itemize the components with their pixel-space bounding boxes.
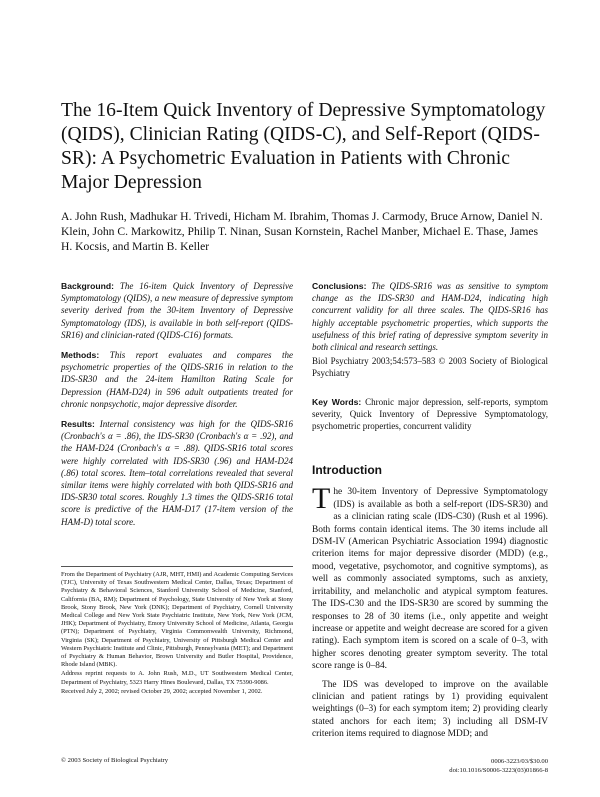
intro-para-1-text: he 30-item Inventory of Depressive Symptomatology (IDS) is available as both a self-report (IDS-SR30) and as a clinician rating scale (IDS-C30) (Rush et al 1996). Both forms contain identical items. The 30 items include all DSM-IV (American Psychiatric Association 1994) diagnostic criterion items for major depressive disorder (MDD) (e.g., mood, vegetative, psychomotor, and cognitive symptoms), as well as commonly associated symptoms, such as anxiety, irritability, and melancholic and atypical symptom features. The IDS-C30 and the IDS-SR30 are scored by summing the responses to 28 of 30 items (i.e., only appetite and weight increase or appetite and weight decrease are scored for a given rating). Each symptom item is scored on a scale of 0–3, with higher scores denoting greater symptom severity. The total score range is 0–84. [312,487,548,672]
intro-paragraph-2: The IDS was developed to improve on the available clinician and patient ratings by 1) providing equivalent weightings (0–3) for each symptom item; 2) providing clearly stated anchors for each item; 3) including all DSM-IV criterion items required to diagnose MDD; and [312,679,548,740]
footer-identifiers [449,757,548,775]
abstract-left-column [61,280,293,536]
drop-cap: T [312,482,331,516]
methods-label: Methods: [61,350,100,361]
footer-copyright: © 2003 Society of Biological Psychiatry [61,757,169,764]
abstract-background [61,280,293,341]
abstract-conclusions [312,280,548,353]
keywords-label: Key Words: [312,396,362,407]
abstract-right-column [312,280,548,741]
keywords [312,396,548,433]
citation: Biol Psychiatry 2003;54:573–583 © 2003 Society of Biological Psychiatry [312,356,548,379]
results-text: Internal consistency was high for the QIDS-SR16 (Cronbach's α = .86), the IDS-SR30 (Cronbach's α = .92), and the HAM-D24 (Cronbach's α = .88). QIDS-SR16 total scores were highly correlated with IDS-SR30 (.96) and HAM-D24 (.86) total scores. Item–total correlations revealed that several similar items were highly correlated with both QIDS-SR16 and IDS-SR30 total scores. Roughly 1.3 times the QIDS-SR16 total score is predictive of the HAM-D17 (17-item version of the HAM-D) total score. [61,419,294,527]
results-label: Results: [61,419,95,430]
footnote-affiliations: From the Department of Psychiatry (AJR, MHT, HMI) and Academic Computing Services (TJC), University of Texas Southwestern Medical Center, Dallas, Texas; Department of Psychiatry & Behavioral Sciences, Stanford University School of Medicine, Stanford, California (BA, RM); Department of Psychology, State University of New York at Stony Brook, Stony Brook, New York (DNK); Department of Psychiatry, Cornell University Medical College and New York State Psychiatric Institute, New York, New York (JCM, JHK); Department of Psychiatry, Emory University School of Medicine, Atlanta, Georgia (PTN); Department of Psychiatry, Virginia Commonwealth University, Richmond, Virginia (SK); Department of Psychiatry, University of Pittsburgh Medical Center and Western Psychiatric Institute and Clinic, Pittsburgh, Pennsylvania (MET); and Department of Psychiatry & Human Behavior, Brown University and Butler Hospital, Providence, Rhode Island (MBK). [61,571,293,669]
abstract-results [61,418,293,528]
methods-text: This report evaluates and compares the psychometric properties of the QIDS-SR16 in relation to the IDS-SR30 and the 24-item Hamilton Rating Scale for Depression (HAM-D24) in 596 adult outpatients treated for chronic nonpsychotic, major depressive disorder. [61,350,293,409]
footer-doi: doi:10.1016/S0006-3223(03)01866-8 [449,767,548,774]
author-list: A. John Rush, Madhukar H. Trivedi, Hicham M. Ibrahim, Thomas J. Carmody, Bruce Arnow, Daniel N. Klein, John C. Markowitz, Philip T. Ninan, Susan Kornstein, Rachel Manber, Michael E. Thase, James H. Kocsis, and Martin B. Keller [61,210,543,253]
footnote-divider [61,566,293,567]
background-label: Background: [61,281,114,291]
keywords-text: Chronic major depression, self-reports, symptom severity, Quick Inventory of Depressive Symptomatology, psychometric properties, concurrent validity [312,396,549,432]
footnote-received: Received July 2, 2002; revised October 29, 2002; accepted November 1, 2002. [61,687,263,695]
background-text: The 16-item Quick Inventory of Depressive Symptomatology (QIDS), a new measure of depressive symptom severity derived from the 30-item Inventory of Depressive Symptomatology (IDS), is available in both self-report (QIDS-SR16) and clinician-rated (QIDS-C16) formats. [61,281,294,340]
footnotes [61,571,293,697]
intro-paragraph-1 [312,482,548,672]
abstract-methods [61,349,293,410]
intro-heading: Introduction [312,463,382,478]
article-title: The 16-Item Quick Inventory of Depressive Symptomatology (QIDS), Clinician Rating (QIDS-C), and Self-Report (QIDS-SR): A Psychometric Evaluation in Patients with Chronic Major Depression [61,100,546,193]
footnote-reprints: Address reprint requests to A. John Rush, M.D., UT Southwestern Medical Center, Department of Psychiatry, 5323 Harry Hines Boulevard, Dallas, TX 75390-9086. [61,670,293,686]
conclusions-label: Conclusions: [312,281,367,291]
conclusions-text: The QIDS-SR16 was as sensitive to symptom change as the IDS-SR30 and HAM-D24, indicating high concurrent validity for all three scales. The QIDS-SR16 has highly acceptable psychometric properties, which supports the usefulness of this brief rating of depressive symptom severity in both clinical and research settings. [312,281,548,353]
footer-issn: 0006-3223/03/$30.00 [491,758,548,765]
